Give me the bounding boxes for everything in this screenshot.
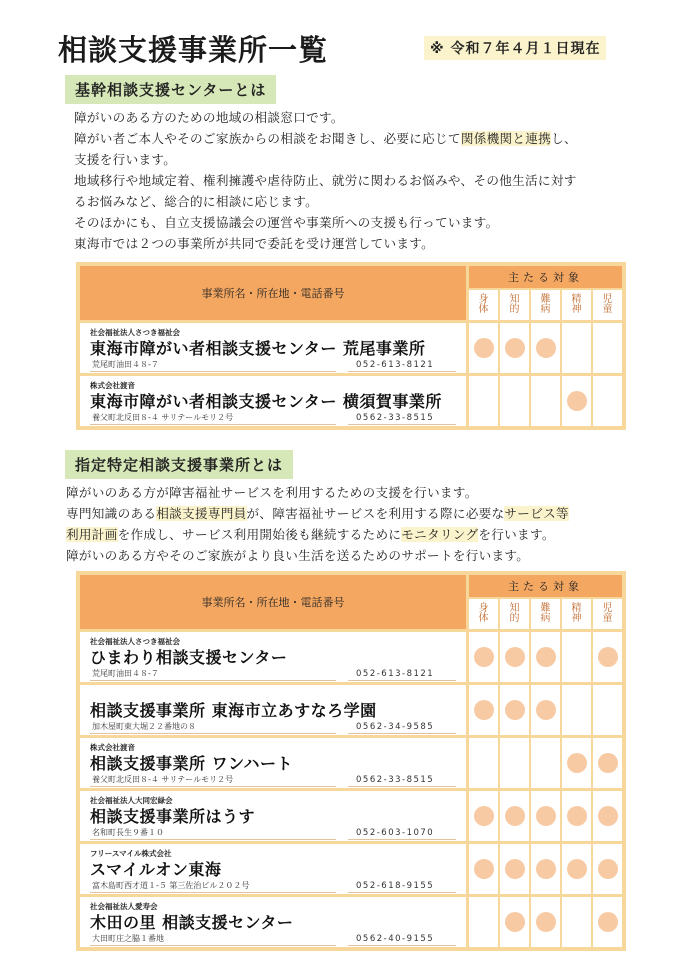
mark-cell (562, 791, 591, 841)
effective-date: ※ 令和７年４月１日現在 (424, 36, 606, 60)
highlight-term: 関係機関と連携 (460, 131, 552, 146)
mark-cell (500, 685, 529, 735)
table-row (80, 791, 622, 841)
description-line (66, 524, 569, 545)
highlight-term: 利用計画 (66, 527, 118, 542)
target-dot-icon (536, 647, 556, 667)
target-dot-icon (505, 700, 525, 720)
office-name: 相談支援事業所 東海市立あすなろ学園 (90, 701, 377, 720)
highlight-term: サービス等 (504, 506, 569, 521)
mark-cell (593, 323, 622, 373)
category-4: 児 童 (593, 599, 622, 629)
section1-heading: 基幹相談支援センターとは (65, 75, 276, 104)
mark-cell (593, 897, 622, 947)
line-text: 地域移行や地域定着、権利擁護や虐待防止、就労に関わるお悩みや、その他生活に対す (74, 173, 577, 188)
line-text: 支援を行います。 (74, 152, 177, 167)
row-underline (90, 892, 456, 893)
office-address: 加木屋町東大堀２２番地の８ (92, 722, 196, 731)
target-dot-icon (505, 912, 525, 932)
row-underline (90, 839, 456, 840)
mark-cell (531, 632, 560, 682)
mark-cell (593, 738, 622, 788)
target-dot-icon (505, 647, 525, 667)
table-row (80, 844, 622, 894)
description-line (66, 545, 569, 566)
table-row (80, 323, 622, 373)
mark-cell (593, 844, 622, 894)
mark-cell (500, 844, 529, 894)
mark-cell (469, 632, 498, 682)
target-dot-icon (505, 338, 525, 358)
target-marks (469, 323, 622, 373)
underline-gap (336, 424, 348, 425)
mark-cell (593, 791, 622, 841)
mark-cell (531, 738, 560, 788)
description-line (66, 503, 569, 524)
row-underline (90, 371, 456, 372)
description-line (74, 149, 577, 170)
mark-cell (562, 685, 591, 735)
table-row (80, 632, 622, 682)
page-title: 相談支援事業所一覧 (58, 33, 329, 67)
category-2: 難 病 (531, 599, 560, 629)
mark-cell (469, 738, 498, 788)
mark-cell (469, 685, 498, 735)
office-phone: 0562-34-9585 (356, 722, 435, 732)
target-dot-icon (598, 753, 618, 773)
office-name: 木田の里 相談支援センター (90, 913, 294, 932)
mark-cell (500, 632, 529, 682)
mark-cell (469, 844, 498, 894)
mark-cell (593, 685, 622, 735)
corporation-name: 株式会社渡音 (90, 381, 135, 390)
description-line (74, 170, 577, 191)
category-2: 難 病 (531, 290, 560, 320)
underline-gap (336, 839, 348, 840)
office-address: 名和町長生９番１０ (92, 828, 164, 837)
target-dot-icon (567, 753, 587, 773)
line-text: し、 (551, 131, 577, 146)
office-info (80, 738, 466, 788)
line-text: が、障害福祉サービスを利用する際に必要な (246, 506, 505, 521)
table-row (80, 685, 622, 735)
line-text: を作成し、サービス利用開始後も継続するために (117, 527, 402, 542)
mark-cell (500, 738, 529, 788)
row-underline (90, 945, 456, 946)
office-address: 大田町庄之脇１番地 (92, 934, 164, 943)
corporation-name: フリースマイル株式会社 (90, 849, 172, 858)
target-marks (469, 791, 622, 841)
category-4: 児 童 (593, 290, 622, 320)
mark-cell (562, 376, 591, 426)
corporation-name: 社会福祉法人さつき福祉会 (90, 328, 180, 337)
mark-cell (562, 738, 591, 788)
description-line (74, 233, 577, 254)
line-text: 障がいのある方のための地域の相談窓口です。 (74, 110, 344, 125)
office-info (80, 897, 466, 947)
highlight-term: モニタリング (401, 527, 479, 542)
mark-cell (593, 376, 622, 426)
description-line (74, 107, 577, 128)
corporation-name: 株式会社渡音 (90, 743, 135, 752)
target-dot-icon (567, 391, 587, 411)
target-dot-icon (474, 338, 494, 358)
office-info (80, 844, 466, 894)
mark-cell (531, 376, 560, 426)
line-text: 障がいのある方やそのご家族がより良い生活を送るためのサポートを行います。 (66, 548, 530, 563)
office-phone: 0562-33-8515 (356, 413, 435, 423)
mark-cell (531, 323, 560, 373)
office-name: 東海市障がい者相談支援センター 荒尾事業所 (90, 339, 426, 358)
corporation-name: 社会福祉法人愛寿会 (90, 902, 158, 911)
target-dot-icon (536, 859, 556, 879)
office-phone: 052-618-9155 (356, 881, 435, 891)
row-underline (90, 786, 456, 787)
targets-header (469, 266, 622, 320)
target-marks (469, 376, 622, 426)
target-dot-icon (536, 912, 556, 932)
line-text: るお悩みなど、総合的に相談に応じます。 (74, 194, 318, 209)
table-row (80, 738, 622, 788)
table-core-centers (76, 262, 626, 430)
mark-cell (593, 632, 622, 682)
category-3: 精 神 (562, 599, 591, 629)
category-headers (469, 290, 622, 320)
mark-cell (500, 376, 529, 426)
underline-gap (336, 892, 348, 893)
mark-cell (562, 323, 591, 373)
category-0: 身 体 (469, 290, 498, 320)
mark-cell (531, 844, 560, 894)
office-address: 富木島町西才道１-５ 第三佐治ビル２０２号 (92, 881, 250, 890)
office-info (80, 632, 466, 682)
table-row (80, 376, 622, 426)
target-marks (469, 844, 622, 894)
targets-header (469, 575, 622, 629)
target-dot-icon (598, 806, 618, 826)
name-column-header: 事業所名・所在地・電話番号 (80, 266, 466, 320)
table-row (80, 897, 622, 947)
target-dot-icon (474, 700, 494, 720)
underline-gap (336, 680, 348, 681)
category-1: 知 的 (500, 290, 529, 320)
category-headers (469, 599, 622, 629)
target-dot-icon (474, 806, 494, 826)
line-text: 障がい者ご本人やそのご家族からの相談をお聞きし、必要に応じて (74, 131, 461, 146)
corporation-name: 社会福祉法人さつき福祉会 (90, 637, 180, 646)
target-marks (469, 897, 622, 947)
mark-cell (500, 323, 529, 373)
mark-cell (469, 323, 498, 373)
office-phone: 052-613-8121 (356, 669, 435, 679)
target-marks (469, 632, 622, 682)
office-phone: 052-603-1070 (356, 828, 435, 838)
line-text: を行います。 (478, 527, 555, 542)
row-underline (90, 424, 456, 425)
target-marks (469, 738, 622, 788)
description-line (74, 191, 577, 212)
description-line (66, 482, 569, 503)
table-header (80, 575, 622, 629)
line-text: 障がいのある方が障害福祉サービスを利用するための支援を行います。 (66, 485, 478, 500)
office-info (80, 376, 466, 426)
target-dot-icon (474, 859, 494, 879)
section2-description (66, 482, 569, 566)
table-specified-offices (76, 571, 626, 951)
targets-title: 主たる対象 (469, 575, 622, 597)
office-info (80, 323, 466, 373)
office-phone: 0562-40-9155 (356, 934, 435, 944)
mark-cell (469, 791, 498, 841)
line-text: 東海市では２つの事業所が共同で委託を受け運営しています。 (74, 236, 435, 251)
underline-gap (336, 786, 348, 787)
mark-cell (500, 791, 529, 841)
office-name: 相談支援事業所はうす (90, 807, 256, 826)
target-dot-icon (598, 912, 618, 932)
underline-gap (336, 945, 348, 946)
line-text: 専門知識のある (66, 506, 157, 521)
highlight-term: 相談支援専門員 (156, 506, 247, 521)
table-header (80, 266, 622, 320)
underline-gap (336, 371, 348, 372)
row-underline (90, 680, 456, 681)
underline-gap (336, 733, 348, 734)
office-phone: 052-613-8121 (356, 360, 435, 370)
mark-cell (500, 897, 529, 947)
target-marks (469, 685, 622, 735)
office-name: 東海市障がい者相談支援センター 横須賀事業所 (90, 392, 442, 411)
mark-cell (562, 897, 591, 947)
category-3: 精 神 (562, 290, 591, 320)
mark-cell (531, 897, 560, 947)
target-dot-icon (536, 338, 556, 358)
name-column-header: 事業所名・所在地・電話番号 (80, 575, 466, 629)
office-info (80, 685, 466, 735)
target-dot-icon (474, 647, 494, 667)
description-line (74, 128, 577, 149)
office-phone: 0562-33-8515 (356, 775, 435, 785)
office-name: 相談支援事業所 ワンハート (90, 754, 293, 773)
mark-cell (469, 897, 498, 947)
target-dot-icon (598, 859, 618, 879)
target-dot-icon (505, 806, 525, 826)
category-1: 知 的 (500, 599, 529, 629)
target-dot-icon (567, 806, 587, 826)
section2-heading: 指定特定相談支援事業所とは (65, 450, 293, 479)
office-address: 荒尾町油田４８-７ (92, 360, 159, 369)
section1-description (74, 107, 577, 254)
mark-cell (531, 685, 560, 735)
line-text: そのほかにも、自立支援協議会の運営や事業所への支援も行っています。 (74, 215, 499, 230)
office-address: 養父町北反田８-４ サリテールモリ２号 (92, 775, 234, 784)
target-dot-icon (567, 859, 587, 879)
category-0: 身 体 (469, 599, 498, 629)
office-address: 荒尾町油田４８-７ (92, 669, 159, 678)
corporation-name: 社会福祉法人大同宏緑会 (90, 796, 173, 805)
target-dot-icon (536, 806, 556, 826)
targets-title: 主たる対象 (469, 266, 622, 288)
mark-cell (562, 844, 591, 894)
row-underline (90, 733, 456, 734)
target-dot-icon (536, 700, 556, 720)
office-info (80, 791, 466, 841)
mark-cell (469, 376, 498, 426)
description-line (74, 212, 577, 233)
target-dot-icon (598, 647, 618, 667)
mark-cell (531, 791, 560, 841)
office-name: スマイルオン東海 (90, 860, 222, 879)
target-dot-icon (505, 859, 525, 879)
mark-cell (562, 632, 591, 682)
office-name: ひまわり相談支援センター (90, 648, 288, 667)
office-address: 養父町北反田８-４ サリテールモリ２号 (92, 413, 234, 422)
